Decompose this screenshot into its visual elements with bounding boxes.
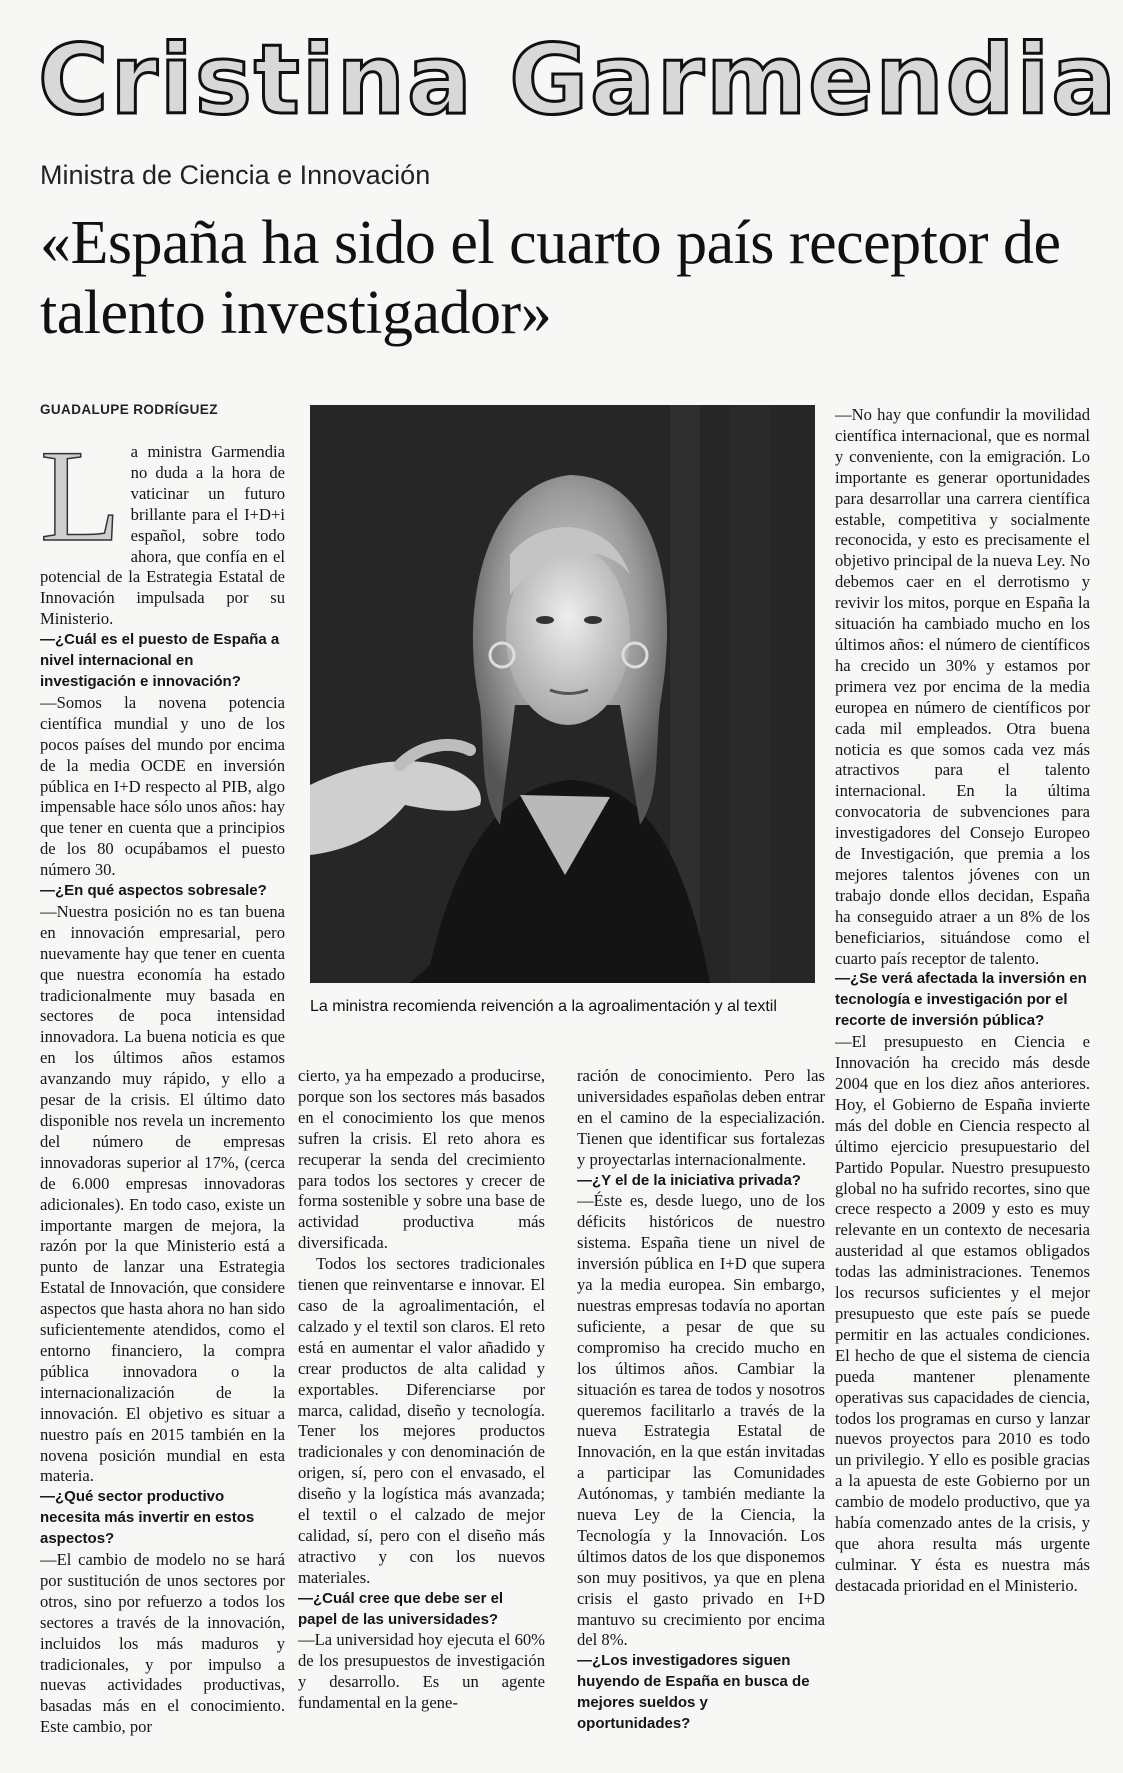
interview-question: —¿Los investigadores siguen huyendo de España en busca de mejores sueldos y oportunidades? <box>577 1652 810 1733</box>
interview-question: —¿Y el de la iniciativa privada? <box>577 1171 801 1189</box>
byline: GUADALUPE RODRÍGUEZ <box>40 402 218 417</box>
headline: «España ha sido el cuarto país receptor de talento investigador» <box>40 209 1061 347</box>
paragraph: —Éste es, desde luego, uno de los déficits históricos de nuestro sistema. España tiene un nivel de inversión pública en I+D que supera ya la media europea. Sin embargo, nuestras empresas todavía no aportan suficiente, a pesar de que su compromiso ha crecido mucho en los últimos años. Cambiar la situación es tarea de todos y nosotros queremos facilitarlo a través de la nueva Estrategia Estatal de Innovación, en la que están invitadas a participar las Comunidades Autónomas, y también mediante la nueva Ley de la Ciencia, la Tecnología y la Innovación. Los últimos datos de los que disponemos son muy positivos, ya que en plena crisis el gasto privado en I+D mantuvo su crecimiento por encima del 8%. <box>577 1191 825 1650</box>
article-column-3 <box>577 1066 825 1760</box>
article-column-4 <box>835 405 1090 1765</box>
portrait-illustration <box>310 405 815 983</box>
paragraph: cierto, ya ha empezado a producirse, porque son los sectores más basados en el conocimiento los que menos sufren la crisis. El reto ahora es recuperar la senda del crecimiento para todos los sectores y crecer de forma sostenible y sobre una base de actividad productiva más diversificada. <box>298 1066 545 1253</box>
interviewee-role: Ministra de Ciencia e Innovación <box>40 160 431 190</box>
paragraph: —Nuestra posición no es tan buena en innovación empresarial, pero nuevamente hay que tener en cuenta que nuestra economía ha estado tradicionalmente muy basada en sectores de poca intensidad innovadora. La buena noticia es que en los últimos años estamos avanzando muy rápido, y ello a pesar de la crisis. El último dato disponible nos revela un incremento del número de empresas innovadoras superior al 17%, (cerca de 6.000 empresas innovadoras adicionales). En todo caso, existe un importante margen de mejora, la razón por la que Ministerio está a punto de lanzar una Estrategia Estatal de Innovación, que considere aspectos que hasta ahora no han sido suficientemente atendidos, como el entorno financiero, la compra pública innovadora o la internacionalización de la innovación. El objetivo es situar a nuestro país en 2015 también en la novena posición mundial en esta materia. <box>40 901 285 1486</box>
paragraph: —El cambio de modelo no se hará por sustitución de unos sectores por otros, sino por refuerzo a todos los sectores a través de la innovación, incluidos los más maduros y tradicionales, y por impulso a nuevas actividades productivas, basadas más en el conocimiento. Este cambio, por <box>40 1550 285 1737</box>
paragraph: —No hay que confundir la movilidad científica internacional, que es normal y conveniente, con la emigración. Lo importante es generar oportunidades para desarrollar una carrera científica estable, competitiva y socialmente reconocida, y esto es precisamente el objetivo principal de la nueva Ley. No debemos caer en el derrotismo y revivir los mitos, porque en España la situación ha cambiado mucho en los últimos años: el número de científicos ha crecido un 30% y estamos por primera vez por encima de la media europea en número de científicos por cada mil empleados. Otra buena noticia es que somos cada vez más atractivos para el talento internacional. En la última convocatoria de subvenciones para investigadores del Consejo Europeo de Investigación, que premia a los mejores talentos jóvenes con un trabajo donde ellos decidan, España ha conseguido atraer a un 8% de los beneficiarios, situándose como el cuarto país receptor de talento. <box>835 405 1090 968</box>
interview-question: —¿Se verá afectada la inversión en tecnología e investigación por el recorte de inversión pública? <box>835 970 1087 1030</box>
interviewee-name: Cristina Garmendia <box>38 24 1118 136</box>
article-column-1 <box>40 442 285 1760</box>
paragraph: ración de conocimiento. Pero las universidades españolas deben entrar en el camino de la especialización. Tienen que identificar sus fortalezas y proyectarlas internacionalmente. <box>577 1066 825 1169</box>
interview-question: —¿Cuál es el puesto de España a nivel internacional en investigación e innovación? <box>40 631 280 690</box>
interview-question: —¿Qué sector productivo necesita más invertir en estos aspectos? <box>40 1488 255 1548</box>
paragraph: Todos los sectores tradicionales tienen que reinventarse e innovar. El caso de la agroalimentación, el calzado y el textil son claros. El reto está en aumentar el valor añadido y crear productos de alta calidad y exportables. Diferenciarse por marca, calidad, diseño y tecnología. Tener los mejores productos tradicionales y con denominación de origen, sí, pero con el envasado, el diseño y la logística más avanzada; el textil o el calzado de mejor calidad, sí, pero con el diseño más atractivo y con los nuevos materiales. <box>298 1254 545 1587</box>
drop-cap: L <box>40 442 121 569</box>
article-column-2 <box>298 1066 545 1760</box>
paragraph: —La universidad hoy ejecuta el 60% de los presupuestos de investigación y desarrollo. Es un agente fundamental en la gene- <box>298 1630 545 1713</box>
paragraph: —El presupuesto en Ciencia e Innovación ha crecido más desde 2004 que en los diez años anteriores. Hoy, el Gobierno de España invierte más del doble en Ciencia respecto al último ejercicio presupuestario del Partido Popular. Nuestro presupuesto global no ha sufrido recortes, sino que crece respecto a 2009 y esto es muy relevante en un contexto de necesaria austeridad al que estamos obligados todas las administraciones. Tenemos los recursos suficientes y el mejor presupuesto que este país se puede permitir en las actuales condiciones. El hecho de que el sistema de ciencia pueda mantener plenamente operativas sus capacidades de ciencia, todos los programas en curso y lanzar nuevos proyectos para 2010 es todo un privilegio. Y ello es posible gracias a la apuesta de este Gobierno por un cambio de modelo productivo, que ya había comenzado antes de la crisis, y que ahora resulta más urgente culminar. Y ésta es nuestra más destacada prioridad en el Ministerio. <box>835 1032 1090 1595</box>
interview-question: —¿Cuál cree que debe ser el papel de las universidades? <box>298 1589 504 1628</box>
paragraph: a ministra Garmendia no duda a la hora de vaticinar un futuro brillante para el I+D+i español, sobre todo ahora, que confía en el potencial de la Estrategia Estatal de Innovación impulsada por su Ministerio. <box>40 442 285 629</box>
photo-caption: La ministra recomienda reivención a la agroalimentación y al textil <box>310 998 777 1015</box>
interview-question: —¿En qué aspectos sobresale? <box>40 882 267 900</box>
portrait-photo <box>310 405 815 983</box>
paragraph: —Somos la novena potencia científica mundial y uno de los pocos países del mundo por encima de la media OCDE en inversión pública en I+D respecto al PIB, algo impensable hace sólo unos años: hay que tener en cuenta que a principios de los 80 ocupábamos el puesto número 30. <box>40 692 285 880</box>
